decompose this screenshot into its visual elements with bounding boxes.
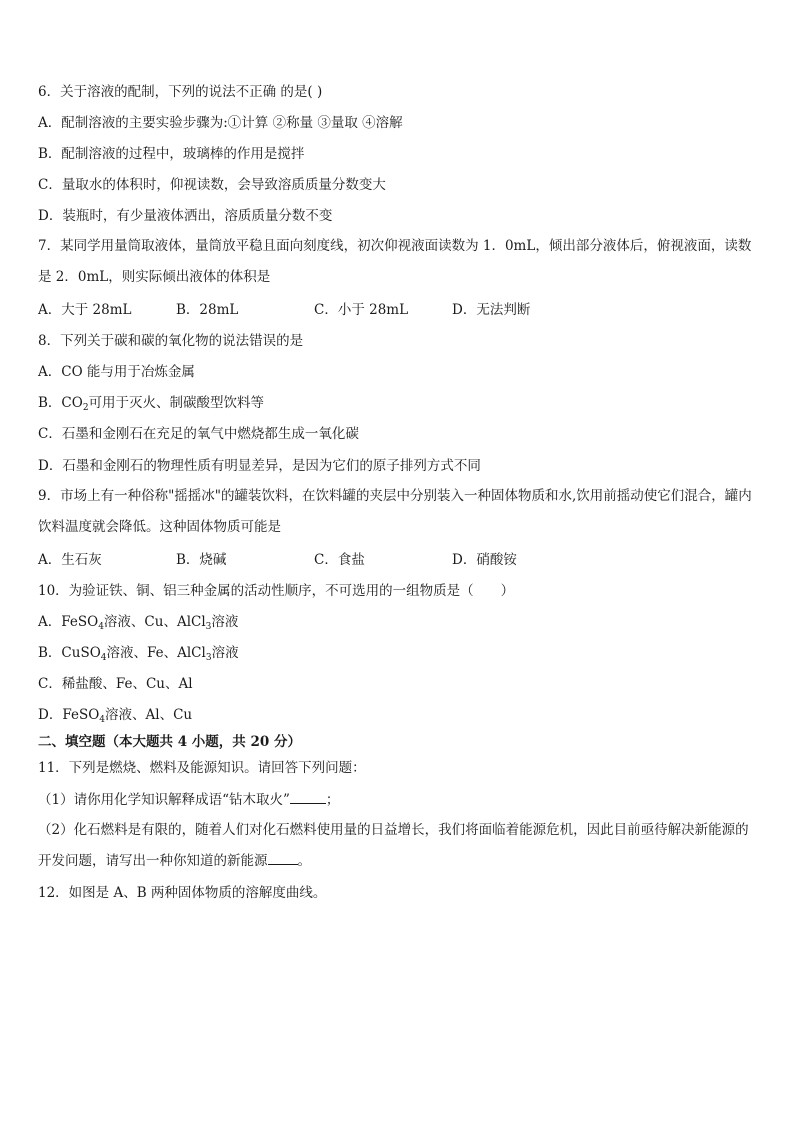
q10-option-b-part3: 溶液 [211, 645, 239, 661]
q10-option-b-part2: 溶液、Fe、AlCl [106, 645, 206, 661]
q11-part2 [38, 815, 758, 877]
q7-option-c: C．小于 28mL [314, 302, 409, 318]
q7-option-b: B．28mL [176, 302, 239, 318]
q10-option-b [38, 644, 758, 662]
q6-option-a: A．配制溶液的主要实验步骤为:①计算 ②称量 ③量取 ④溶解 [38, 115, 403, 131]
q10-option-a-part1: A．FeSO [38, 614, 99, 630]
q8-stem: 8．下列关于碳和碳的氧化物的说法错误的是 [38, 333, 304, 349]
q11-part2-answer-blank [268, 851, 298, 865]
q10-option-d-part1: D．FeSO [38, 707, 100, 723]
q10-option-d-part2: 溶液、Al、Cu [105, 707, 193, 723]
q10-option-b-sub1: 4 [100, 653, 107, 663]
q11-part2-end: 。 [297, 853, 311, 869]
q9-option-a: A．生石灰 [38, 552, 102, 568]
q11-part1 [38, 790, 758, 809]
q12-stem: 12．如图是 A、B 两种固体物质的溶解度曲线。 [38, 885, 327, 901]
q6-stem: 6．关于溶液的配制，下列的说法不正确 的是( ) [38, 84, 323, 100]
section-title-fill-in: 二、填空题（本大题共 4 小题，共 20 分） [38, 734, 301, 750]
q7-option-d: D．无法判断 [452, 302, 531, 318]
q10-stem: 10．为验证铁、铜、铝三种金属的活动性顺序，不可选用的一组物质是（ ） [38, 583, 515, 599]
q9-option-c: C．食盐 [314, 552, 365, 568]
q8-option-d: D．石墨和金刚石的物理性质有明显差异，是因为它们的原子排列方式不同 [38, 458, 481, 474]
q8-option-a: A．CO 能与用于冶炼金属 [38, 364, 195, 380]
q10-option-d-sub1: 4 [99, 715, 105, 725]
q7-options [38, 301, 758, 319]
q8-option-b-subscript: 2 [82, 403, 89, 413]
q10-option-a-part2: 溶液、Cu、AlCl [103, 614, 206, 630]
q7-stem: 7．某同学用量筒取液体，量筒放平稳且面向刻度线，初次仰视液面读数为 1．0mL，倾出部分液体后，俯视液面，读数是 2．0mL，则实际倾出液体的体积是 [38, 238, 752, 285]
q11-part1-end: ； [325, 792, 340, 808]
q8-option-b-prefix: B．CO [38, 395, 83, 411]
q9-options [38, 551, 758, 569]
q6-option-c: C．量取水的体积时，仰视读数，会导致溶质质量分数变大 [38, 177, 386, 193]
q8-option-b-suffix: 可用于灭火、制碳酸型饮料等 [88, 395, 265, 411]
q10-option-a-part3: 溶液 [211, 614, 239, 630]
q10-option-a [38, 613, 758, 631]
q9-option-b: B．烧碱 [176, 552, 227, 568]
q10-option-c: C．稀盐酸、Fe、Cu、Al [38, 676, 193, 692]
q11-stem: 11．下列是燃烧、燃料及能源知识。请回答下列问题： [38, 760, 366, 776]
q6-option-d: D．装瓶时，有少量液体洒出，溶质质量分数不变 [38, 208, 333, 224]
q10-option-b-part1: B．CuSO [38, 645, 101, 661]
q6-option-b: B．配制溶液的过程中，玻璃棒的作用是搅拌 [38, 146, 305, 162]
q10-option-a-sub2: 3 [205, 622, 212, 632]
q9-option-d: D．硝酸铵 [452, 552, 517, 568]
q11-part1-text: （1）请你用化学知识解释成语“钻木取火” [38, 792, 290, 808]
q11-part2-text: （2）化石燃料是有限的，随着人们对化石燃料使用量的日益增长，我们将面临着能源危机，因此目前亟待解决新能源的开发问题，请写出一种你知道的新能源 [38, 822, 749, 869]
q11-part1-answer-blank [290, 790, 326, 804]
q9-stem: 9．市场上有一种俗称"摇摇冰"的罐装饮料，在饮料罐的夹层中分别装入一种固体物质和水,饮用前摇动使它们混合，罐内饮料温度就会降低。这种固体物质可能是 [38, 488, 752, 535]
q8-option-c: C．石墨和金刚石在充足的氧气中燃烧都生成一氧化碳 [38, 426, 359, 442]
q7-option-a: A．大于 28mL [38, 302, 132, 318]
q10-option-a-sub1: 4 [98, 622, 104, 632]
q8-option-b [38, 394, 758, 412]
q10-option-d [38, 706, 758, 724]
q10-option-b-sub2: 3 [205, 653, 212, 663]
